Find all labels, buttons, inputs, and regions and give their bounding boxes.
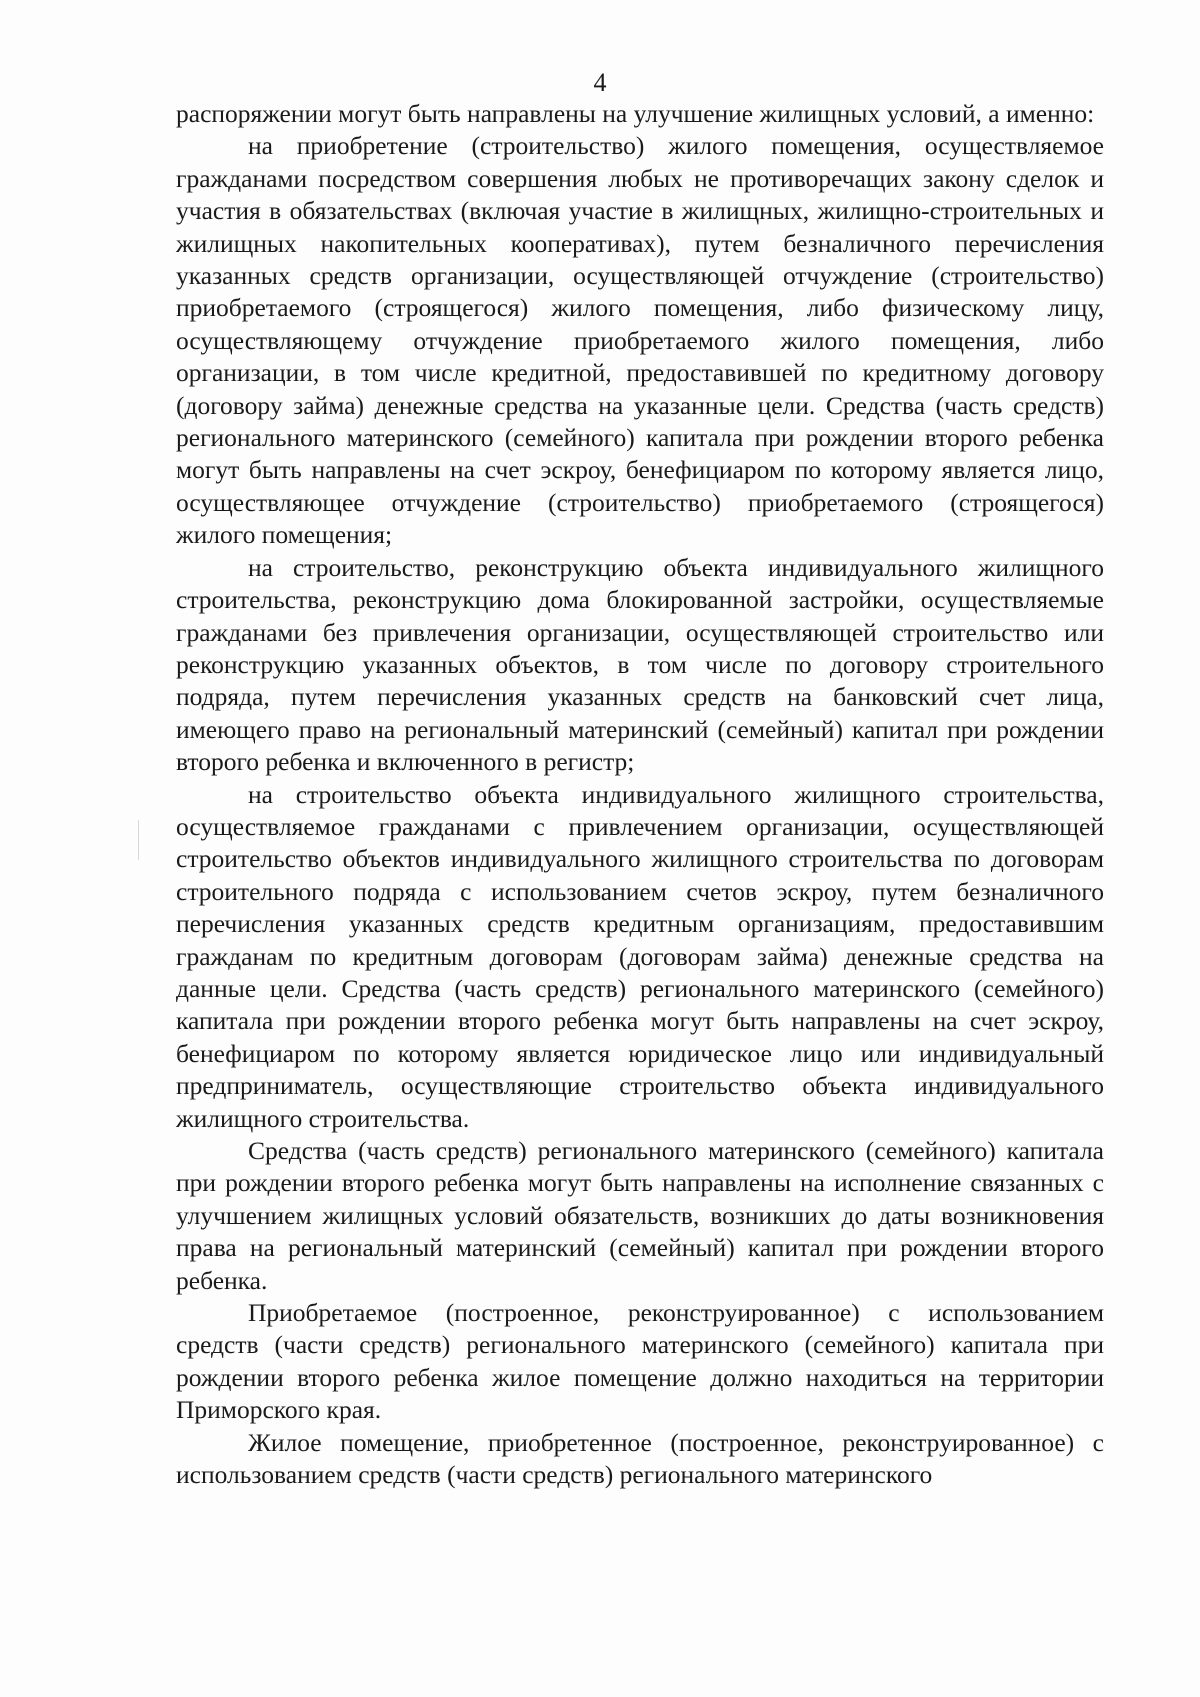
paragraph-continuation: распоряжении могут быть направлены на улучшение жилищных условий, а именно: xyxy=(176,99,1095,128)
document-body xyxy=(176,98,1104,1491)
paragraph-prior-obligations: Средства (часть средств) регионального материнского (семейного) капитала при рождении второго ребенка могут быть направлены на исполнение связанных с улучшением жилищных условий обязательств, возникших до даты возникновения права на региональный материнский (семейный) капитал при рождении второго ребенка. xyxy=(176,1136,1104,1295)
page-number: 4 xyxy=(593,68,607,97)
paragraph-construction-with-organization: на строительство объекта индивидуального жилищного строительства, осуществляемое гражданами с привлечением организации, осуществляющей строительство объектов индивидуального жилищного строительства по договорам строительного подряда с использованием счетов эскроу, путем безналичного перечисления указанных средств кредитным организациям, предоставившим гражданам по кредитным договорам (договорам займа) денежные средства на данные цели. Средства (часть средств) регионального материнского (семейного) капитала при рождении второго ребенка могут быть направлены на счет эскроу, бенефициаром по которому является юридическое лицо или индивидуальный предприниматель, осуществляющие строительство объекта индивидуального жилищного строительства. xyxy=(176,779,1104,1133)
scan-artifact-line xyxy=(138,820,139,860)
paragraph-territory-requirement: Приобретаемое (построенное, реконструированное) с использованием средств (части средств) регионального материнского (семейного) капитала при рождении второго ребенка жилое помещение должно находиться на территории Приморского края. xyxy=(176,1298,1104,1425)
paragraph-construction-without-organization: на строительство, реконструкцию объекта индивидуального жилищного строительства, реконструкцию дома блокированной застройки, осуществляемые гражданами без привлечения организации, осуществляющей строительство или реконструкцию указанных объектов, в том числе по договору строительного подряда, путем перечисления указанных средств на банковский счет лица, имеющего право на региональный материнский (семейный) капитал при рождении второго ребенка и включенного в регистр; xyxy=(176,552,1104,777)
paragraph-purchase-housing: на приобретение (строительство) жилого помещения, осуществляемое гражданами посредством совершения любых не противоречащих закону сделок и участия в обязательствах (включая участие в жилищных, жилищно-строительных и жилищных накопительных кооперативах), путем безналичного перечисления указанных средств организации, осуществляющей отчуждение (строительство) приобретаемого (строящегося) жилого помещения, либо физическому лицу, осуществляющему отчуждение приобретаемого жилого помещения, либо организации, в том числе кредитной, предоставившей по кредитному договору (договору займа) денежные средства на указанные цели. Средства (часть средств) регионального материнского (семейного) капитала при рождении второго ребенка могут быть направлены на счет эскроу, бенефициаром по которому является лицо, осуществляющее отчуждение (строительство) приобретаемого (строящегося) жилого помещения; xyxy=(176,131,1104,550)
paragraph-acquired-housing: Жилое помещение, приобретенное (построенное, реконструированное) с использованием средств (части средств) регионального материнского xyxy=(176,1427,1104,1490)
